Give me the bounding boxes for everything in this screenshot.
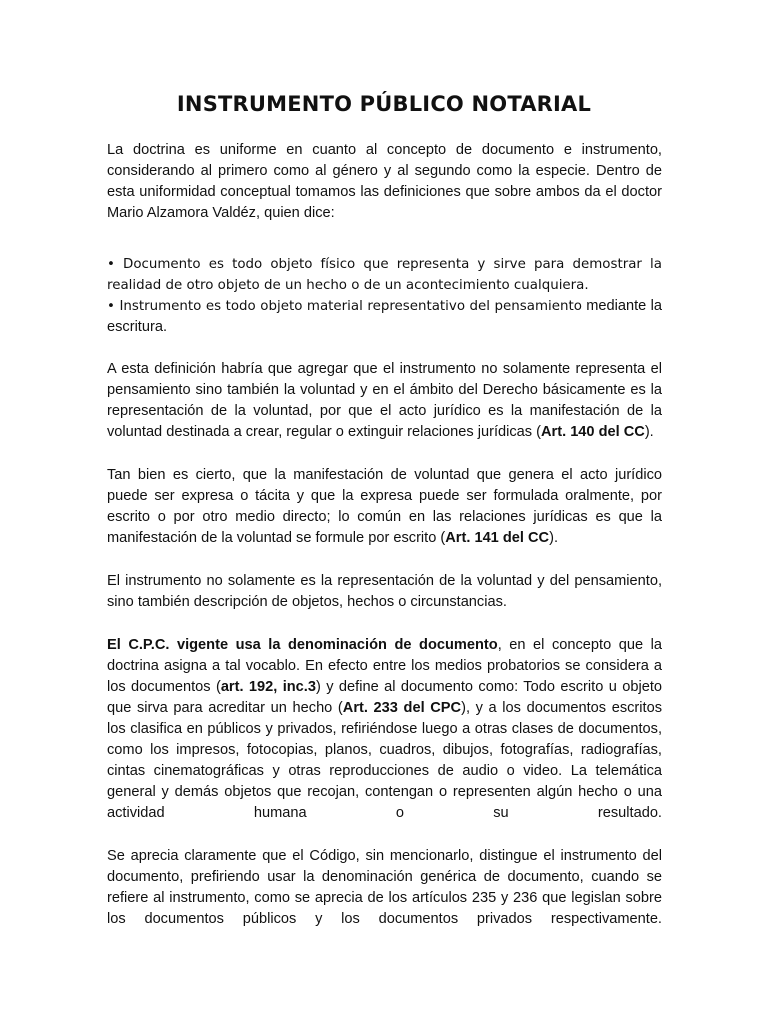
paragraph-representacion: El instrumento no solamente es la representación de la voluntad y del pensamiento, sino también descripción de objetos, hechos o circunstancias.	[107, 573, 662, 610]
definition-documento: • Documento es todo objeto físico que representa y sirve para demostrar la realidad de otro objeto de un hecho o de un acontecimiento cualquiera.	[107, 257, 662, 293]
paragraph-codigo: Se aprecia claramente que el Código, sin mencionarlo, distingue el instrumento del documento, prefiriendo usar la denominación genérica de documento, cuando se refiere al instrumento, como se aprecia de los artículos 235 y 236 que legislan sobre los documentos públicos y los documentos privados respectivamente.	[107, 848, 662, 927]
reference-art-192: art. 192, inc.3	[220, 679, 316, 695]
paragraph-cpc-text-c: ), y a los documentos escritos los clasifica en públicos y privados, refiriéndose luego a otras clases de documentos, como los impresos, fotocopias, planos, cuadros, dibujos, fotografías, radiografías, cintas cinematográficas y otras reproducciones de audio o video. La telemática general y demás objetos que recojan, contengan o representen algún hecho o una actividad humana o su resultado.	[107, 700, 662, 821]
document-body	[107, 140, 662, 952]
definition-instrumento-text: • Instrumento es todo objeto material representativo del pensamiento	[107, 299, 582, 314]
page-title: INSTRUMENTO PÚBLICO NOTARIAL	[176, 92, 592, 116]
paragraph-manifestacion	[107, 465, 662, 549]
definition-instrumento-tail: mediante la escritura.	[107, 298, 662, 335]
paragraph-cpc-lead: El C.P.C. vigente usa la denominación de documento	[107, 637, 498, 653]
reference-art-233: Art. 233 del CPC	[342, 700, 462, 716]
reference-art-141: Art. 141 del CC	[445, 530, 550, 546]
paragraph-voluntad-end: ).	[644, 424, 654, 440]
definitions-list	[107, 254, 662, 338]
reference-art-140: Art. 140 del CC	[541, 424, 645, 440]
paragraph-intro: La doctrina es uniforme en cuanto al concepto de documento e instrumento, considerando al primero como al género y al segundo como la especie. Dentro de esta uniformidad conceptual tomamos las definiciones que sobre ambos da el doctor Mario Alzamora Valdéz, quien dice:	[107, 142, 662, 221]
paragraph-voluntad	[107, 359, 662, 443]
paragraph-cpc-text-b: ) y define al documento como: Todo escrito u objeto que sirva para acreditar un hecho (	[107, 679, 662, 716]
paragraph-cpc-text-a: , en el concepto que la doctrina asigna a tal vocablo. En efecto entre los medios probatorios se considera a los documentos (	[107, 637, 662, 695]
paragraph-manifestacion-text: Tan bien es cierto, que la manifestación de voluntad que genera el acto jurídico puede ser expresa o tácita y que la expresa puede ser formulada oralmente, por escrito o por otro medio directo; lo común en las relaciones jurídicas es que la manifestación de la voluntad se formule por escrito (	[107, 467, 662, 546]
paragraph-manifestacion-end: ).	[549, 530, 558, 546]
paragraph-cpc	[107, 635, 662, 824]
paragraph-voluntad-text: A esta definición habría que agregar que el instrumento no solamente representa el pensamiento sino también la voluntad y en el ámbito del Derecho básicamente es la representación de la voluntad, por que el acto jurídico es la manifestación de la voluntad destinada a crear, regular o extinguir relaciones jurídicas (	[107, 361, 662, 440]
definition-instrumento	[107, 296, 662, 338]
